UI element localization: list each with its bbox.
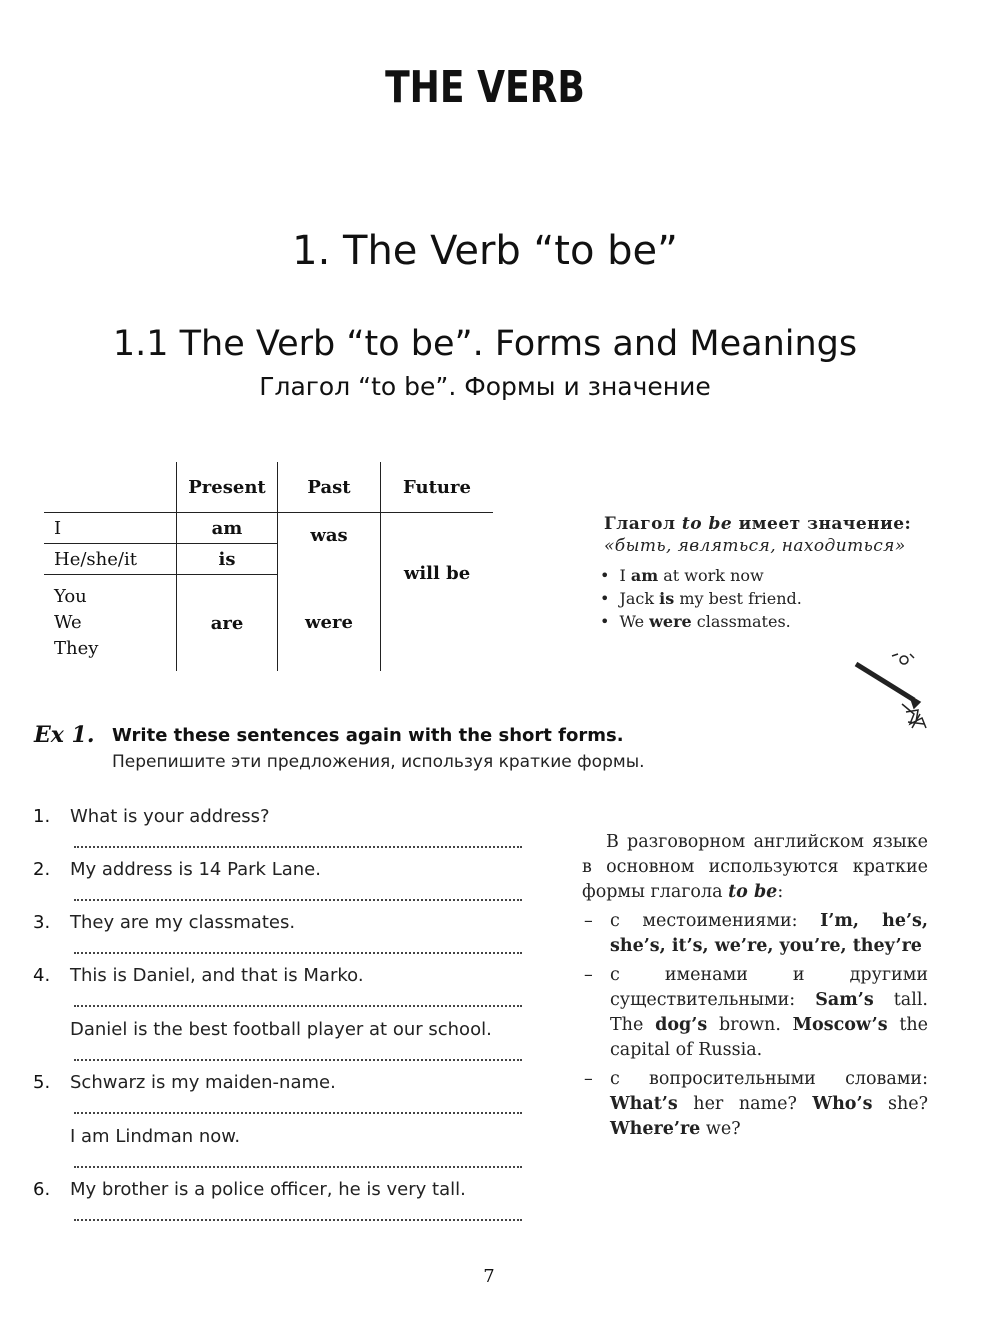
page-title: THE VERB [385,62,585,113]
exercise-instruction-ru: Перепишите эти предложения, используя краткие формы. [112,752,645,772]
example-item: • We were classmates. [600,612,934,631]
answer-line[interactable] [74,1057,522,1061]
present-is: is [177,544,278,575]
item-sentence: They are my classmates. [70,912,296,933]
meaning-prefix: Глагол [604,514,676,534]
meaning-definition: «быть, являться, находиться» [604,536,906,556]
item-sentence: Schwarz is my maiden-name. [70,1072,336,1093]
exercise-instruction: Write these sentences again with the short forms. [112,725,624,746]
note-pronouns: – с местоимениями: I’m, he’s, she’s, it’s, we’re, you’re, they’re [582,909,928,959]
note-intro: В разговорном английском языке в основном используются краткие формы глагола to be: [582,832,928,902]
item-sentence: Daniel is the best football player at our school. [70,1019,492,1040]
pronoun-we: We [54,612,82,633]
page-number: 7 [483,1266,495,1287]
pronoun-i: I [44,513,177,544]
answer-line[interactable] [74,1003,522,1007]
present-are: are [177,575,278,672]
item-sentence: My brother is a police officer, he is very tall. [70,1179,466,1200]
pronoun-they: They [54,638,99,659]
present-am: am [177,513,278,544]
answer-line[interactable] [74,897,522,901]
section-heading-ru: Глагол “to be”. Формы и значение [259,372,711,401]
table-header-future: Future [381,462,494,513]
answer-line[interactable] [74,1110,522,1114]
future-will-be: will be [381,513,494,672]
exercise-label: Ex 1. [34,722,95,748]
short-forms-note [582,830,928,1142]
example-item: • I am at work now [600,566,934,585]
verb-forms-table [44,462,493,671]
meaning-verb: to be [681,514,733,534]
pronoun-you: You [54,586,87,607]
table-header-past: Past [278,462,381,513]
answer-line[interactable] [74,1217,522,1221]
answer-line[interactable] [74,1164,522,1168]
item-number: 2. [33,859,51,880]
answer-line[interactable] [74,950,522,954]
example-item: • Jack is my best friend. [600,589,934,608]
pronoun-group-plural [44,575,177,672]
meaning-line [604,514,934,534]
past-were: were [278,575,381,672]
pen-writing-icon [852,652,932,732]
note-nouns: – с именами и другими существительными: Sam’s tall. The dog’s brown. Moscow’s the capital of Russia. [582,963,928,1063]
meaning-suffix: имеет значение: [738,514,912,534]
answer-line[interactable] [74,844,522,848]
item-number: 6. [33,1179,51,1200]
meaning-box [604,514,934,635]
item-sentence: My address is 14 Park Lane. [70,859,321,880]
meaning-examples [600,566,934,631]
section-heading: 1.1 The Verb “to be”. Forms and Meanings [112,324,858,364]
item-number: 4. [33,965,51,986]
pronoun-he-she-it: He/she/it [44,544,177,575]
item-number: 1. [33,806,51,827]
table-header-present: Present [177,462,278,513]
past-was: was [278,513,381,575]
item-sentence: I am Lindman now. [70,1126,241,1147]
item-sentence: What is your address? [70,806,270,827]
item-number: 5. [33,1072,51,1093]
table-header-empty [44,462,177,513]
item-number: 3. [33,912,51,933]
note-questions: – с вопросительными словами: What’s her name? Who’s she? Where’re we? [582,1067,928,1142]
chapter-heading: 1. The Verb “to be” [292,228,678,274]
item-sentence: This is Daniel, and that is Marko. [70,965,364,986]
